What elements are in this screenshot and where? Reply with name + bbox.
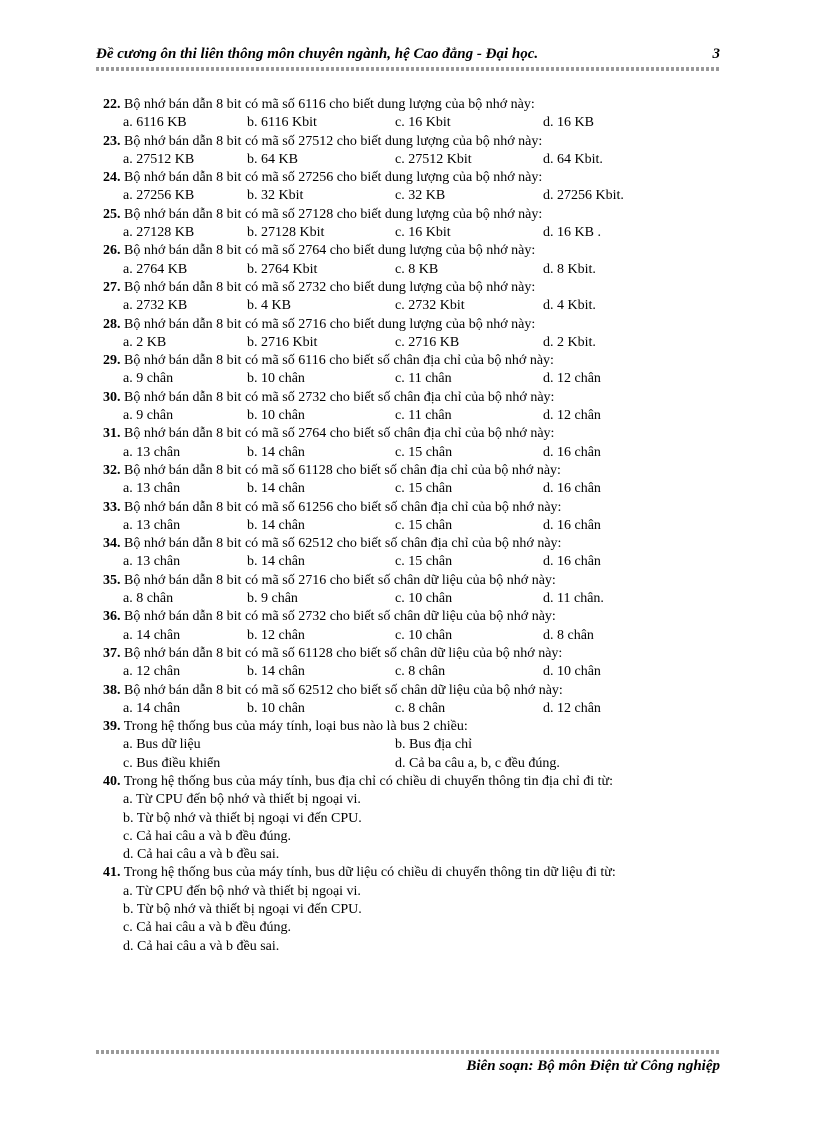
option: a. 27256 KB — [123, 188, 195, 204]
question-number: 33. — [103, 499, 121, 515]
question-text: Bộ nhớ bán dẫn 8 bit có mã số 2716 cho biết dung lượng của bộ nhớ này: — [124, 316, 536, 332]
option: d. 2 Kbit. — [543, 334, 596, 350]
question-number: 34. — [103, 536, 121, 552]
option: b. 10 chân — [247, 371, 305, 387]
question-list — [103, 96, 720, 956]
question-number: 22. — [103, 97, 121, 112]
option: c. 16 Kbit — [395, 115, 451, 131]
capacity-and-pin-questions — [103, 96, 720, 718]
question-number: 38. — [103, 682, 121, 698]
option: b. 2716 Kbit — [247, 334, 318, 350]
question-text: Bộ nhớ bán dẫn 8 bit có mã số 6116 cho biết số chân địa chỉ của bộ nhớ này: — [124, 353, 554, 369]
options-row — [103, 334, 720, 352]
options-row — [103, 590, 720, 608]
option: c. 15 chân — [395, 481, 453, 497]
page-number: 3 — [712, 46, 720, 62]
option: b. 32 Kbit — [247, 188, 304, 204]
option: c. 16 Kbit — [395, 225, 451, 241]
question-text: Bộ nhớ bán dẫn 8 bit có mã số 62512 cho biết số chân dữ liệu của bộ nhớ này: — [124, 682, 563, 698]
option: d. 4 Kbit. — [543, 298, 596, 314]
option: d. 16 chân — [543, 481, 601, 497]
option: a. 12 chân — [123, 664, 181, 680]
options-row — [103, 297, 720, 315]
option: a. 27128 KB — [123, 225, 195, 241]
option: b. 6116 Kbit — [247, 115, 317, 131]
question-text: Trong hệ thống bus của máy tính, bus dữ liệu có chiều di chuyển thông tin dữ liệu đi từ: — [123, 865, 616, 881]
question-41 — [103, 864, 720, 955]
options-row — [103, 755, 720, 773]
option: a. 2 KB — [123, 334, 167, 350]
question-text: Bộ nhớ bán dẫn 8 bit có mã số 27128 cho biết dung lượng của bộ nhớ này: — [124, 206, 543, 222]
option: d. 16 chân — [543, 444, 601, 460]
question-item — [103, 352, 720, 389]
question-item — [103, 242, 720, 279]
option: d. 16 KB — [543, 115, 594, 131]
question-number: 28. — [103, 316, 121, 332]
question-text: Bộ nhớ bán dẫn 8 bit có mã số 61128 cho biết số chân địa chỉ của bộ nhớ này: — [124, 462, 561, 478]
option: d. Cả hai câu a và b đều sai. — [123, 938, 280, 954]
option: d. 27256 Kbit. — [543, 188, 624, 204]
options-row — [103, 700, 720, 718]
question-number: 27. — [103, 279, 121, 295]
options-row — [103, 480, 720, 498]
question-number: 25. — [103, 206, 121, 222]
question-item — [103, 572, 720, 609]
option: d. 11 chân. — [543, 591, 604, 607]
options-row — [103, 187, 720, 205]
option: c. Cả hai câu a và b đều đúng. — [123, 828, 291, 844]
question-number: 23. — [103, 133, 121, 149]
option: c. 11 chân — [395, 408, 452, 424]
option: c. 8 chân — [395, 700, 446, 716]
option: a. Bus dữ liệu — [123, 737, 201, 753]
option: a. 14 chân — [123, 627, 181, 643]
question-text: Bộ nhớ bán dẫn 8 bit có mã số 2764 cho biết số chân địa chỉ của bộ nhớ này: — [124, 426, 555, 442]
question-number: 31. — [103, 426, 121, 442]
option: a. 8 chân — [123, 591, 174, 607]
page-footer: Biên soạn: Bộ môn Điện tử Công nghiệp — [466, 1058, 720, 1074]
option: c. Cả hai câu a và b đều đúng. — [123, 920, 291, 936]
option: d. 12 chân — [543, 700, 601, 716]
question-number: 24. — [103, 170, 121, 186]
option: d. 12 chân — [543, 371, 601, 387]
option: d. 16 chân — [543, 554, 601, 570]
question-item — [103, 133, 720, 170]
option: c. 15 chân — [395, 444, 453, 460]
option: b. 14 chân — [247, 481, 305, 497]
options-row — [103, 114, 720, 132]
question-39 — [103, 718, 720, 773]
option: c. 15 chân — [395, 517, 453, 533]
header-rule — [96, 67, 720, 71]
question-item — [103, 316, 720, 353]
options-row — [103, 407, 720, 425]
option: c. 32 KB — [395, 188, 446, 204]
option: a. 27512 KB — [123, 151, 195, 167]
option: a. 13 chân — [123, 481, 181, 497]
option: c. 8 KB — [395, 261, 439, 277]
option: c. 10 chân — [395, 591, 453, 607]
option: c. 10 chân — [395, 627, 453, 643]
options-row — [103, 663, 720, 681]
option: b. 9 chân — [247, 591, 298, 607]
question-item — [103, 169, 720, 206]
question-item — [103, 279, 720, 316]
question-number: 35. — [103, 572, 121, 588]
option: c. 8 chân — [395, 664, 446, 680]
option: a. 9 chân — [123, 371, 174, 387]
footer-rule — [96, 1050, 720, 1054]
option: b. 4 KB — [247, 298, 291, 314]
option: b. Bus địa chỉ — [395, 737, 472, 753]
option: d. 16 KB . — [543, 225, 601, 241]
option: a. 13 chân — [123, 444, 181, 460]
option: c. 2716 KB — [395, 334, 460, 350]
question-item — [103, 608, 720, 645]
options-row — [103, 261, 720, 279]
option: a. 2732 KB — [123, 298, 188, 314]
option: c. 11 chân — [395, 371, 452, 387]
question-number: 26. — [103, 243, 121, 259]
option: d. 12 chân — [543, 408, 601, 424]
question-number: 37. — [103, 645, 121, 661]
question-text: Bộ nhớ bán dẫn 8 bit có mã số 2764 cho biết dung lượng của bộ nhớ này: — [124, 243, 536, 259]
question-text: Trong hệ thống bus của máy tính, bus địa chỉ có chiều di chuyển thông tin địa chỉ đi từ: — [123, 773, 613, 789]
option: b. 14 chân — [247, 517, 305, 533]
option: d. Cả ba câu a, b, c đều đúng. — [395, 755, 560, 771]
option: b. 14 chân — [247, 444, 305, 460]
option: b. 64 KB — [247, 151, 298, 167]
option: a. Từ CPU đến bộ nhớ và thiết bị ngoại vi. — [123, 883, 361, 899]
option: a. 2764 KB — [123, 261, 188, 277]
page-header — [96, 46, 720, 63]
option: a. Từ CPU đến bộ nhớ và thiết bị ngoại vi. — [123, 792, 361, 808]
options-row — [103, 151, 720, 169]
question-item — [103, 462, 720, 499]
question-number: 39. — [103, 719, 121, 735]
header-title: Đề cương ôn thi liên thông môn chuyên ngành, hệ Cao đẳng - Đại học. — [96, 46, 539, 62]
option: a. 14 chân — [123, 700, 181, 716]
option: a. 9 chân — [123, 408, 174, 424]
option: a. 13 chân — [123, 517, 181, 533]
question-number: 32. — [103, 462, 121, 478]
option: b. 12 chân — [247, 627, 305, 643]
question-text: Bộ nhớ bán dẫn 8 bit có mã số 2732 cho biết dung lượng của bộ nhớ này: — [124, 279, 536, 295]
option: b. 2764 Kbit — [247, 261, 318, 277]
question-item — [103, 96, 720, 133]
options-row — [103, 736, 720, 754]
question-text: Bộ nhớ bán dẫn 8 bit có mã số 61256 cho biết số chân địa chỉ của bộ nhớ này: — [124, 499, 562, 515]
question-text: Bộ nhớ bán dẫn 8 bit có mã số 61128 cho biết số chân dữ liệu của bộ nhớ này: — [124, 645, 563, 661]
question-text: Bộ nhớ bán dẫn 8 bit có mã số 6116 cho biết dung lượng của bộ nhớ này: — [124, 97, 535, 112]
option: b. 10 chân — [247, 700, 305, 716]
question-text: Bộ nhớ bán dẫn 8 bit có mã số 2732 cho biết số chân địa chỉ của bộ nhớ này: — [124, 389, 555, 405]
options-row — [103, 553, 720, 571]
question-text: Bộ nhớ bán dẫn 8 bit có mã số 27256 cho biết dung lượng của bộ nhớ này: — [124, 170, 543, 186]
option: c. Bus điều khiển — [123, 755, 221, 771]
option: d. 64 Kbit. — [543, 151, 603, 167]
option: d. Cả hai câu a và b đều sai. — [123, 847, 280, 863]
question-item — [103, 682, 720, 719]
question-number: 36. — [103, 609, 121, 625]
options-row — [103, 627, 720, 645]
options-row — [103, 517, 720, 535]
question-text: Bộ nhớ bán dẫn 8 bit có mã số 62512 cho biết số chân địa chỉ của bộ nhớ này: — [124, 536, 562, 552]
option: b. 14 chân — [247, 554, 305, 570]
question-text: Bộ nhớ bán dẫn 8 bit có mã số 2732 cho biết số chân dữ liệu của bộ nhớ này: — [124, 609, 556, 625]
option: d. 16 chân — [543, 517, 601, 533]
option: c. 2732 Kbit — [395, 298, 465, 314]
question-number: 41. — [103, 865, 121, 881]
option: b. Từ bộ nhớ và thiết bị ngoại vi đến CPU. — [123, 810, 362, 826]
question-40 — [103, 773, 720, 864]
question-text: Trong hệ thống bus của máy tính, loại bus nào là bus 2 chiều: — [123, 719, 468, 735]
options-row — [103, 224, 720, 242]
option: b. Từ bộ nhớ và thiết bị ngoại vi đến CPU. — [123, 902, 362, 918]
question-item — [103, 499, 720, 536]
option: d. 10 chân — [543, 664, 601, 680]
question-item — [103, 535, 720, 572]
option: d. 8 Kbit. — [543, 261, 596, 277]
option: c. 27512 Kbit — [395, 151, 472, 167]
question-item — [103, 206, 720, 243]
question-text: Bộ nhớ bán dẫn 8 bit có mã số 27512 cho biết dung lượng của bộ nhớ này: — [124, 133, 543, 149]
option: a. 6116 KB — [123, 115, 187, 131]
options-row — [103, 370, 720, 388]
question-number: 29. — [103, 353, 121, 369]
option: b. 14 chân — [247, 664, 305, 680]
question-number: 40. — [103, 773, 121, 789]
question-text: Bộ nhớ bán dẫn 8 bit có mã số 2716 cho biết số chân dữ liệu của bộ nhớ này: — [124, 572, 556, 588]
option: a. 13 chân — [123, 554, 181, 570]
question-item — [103, 389, 720, 426]
option: b. 27128 Kbit — [247, 225, 325, 241]
question-item — [103, 425, 720, 462]
option: d. 8 chân — [543, 627, 594, 643]
option: b. 10 chân — [247, 408, 305, 424]
options-row — [103, 444, 720, 462]
question-item — [103, 645, 720, 682]
question-number: 30. — [103, 389, 121, 405]
option: c. 15 chân — [395, 554, 453, 570]
